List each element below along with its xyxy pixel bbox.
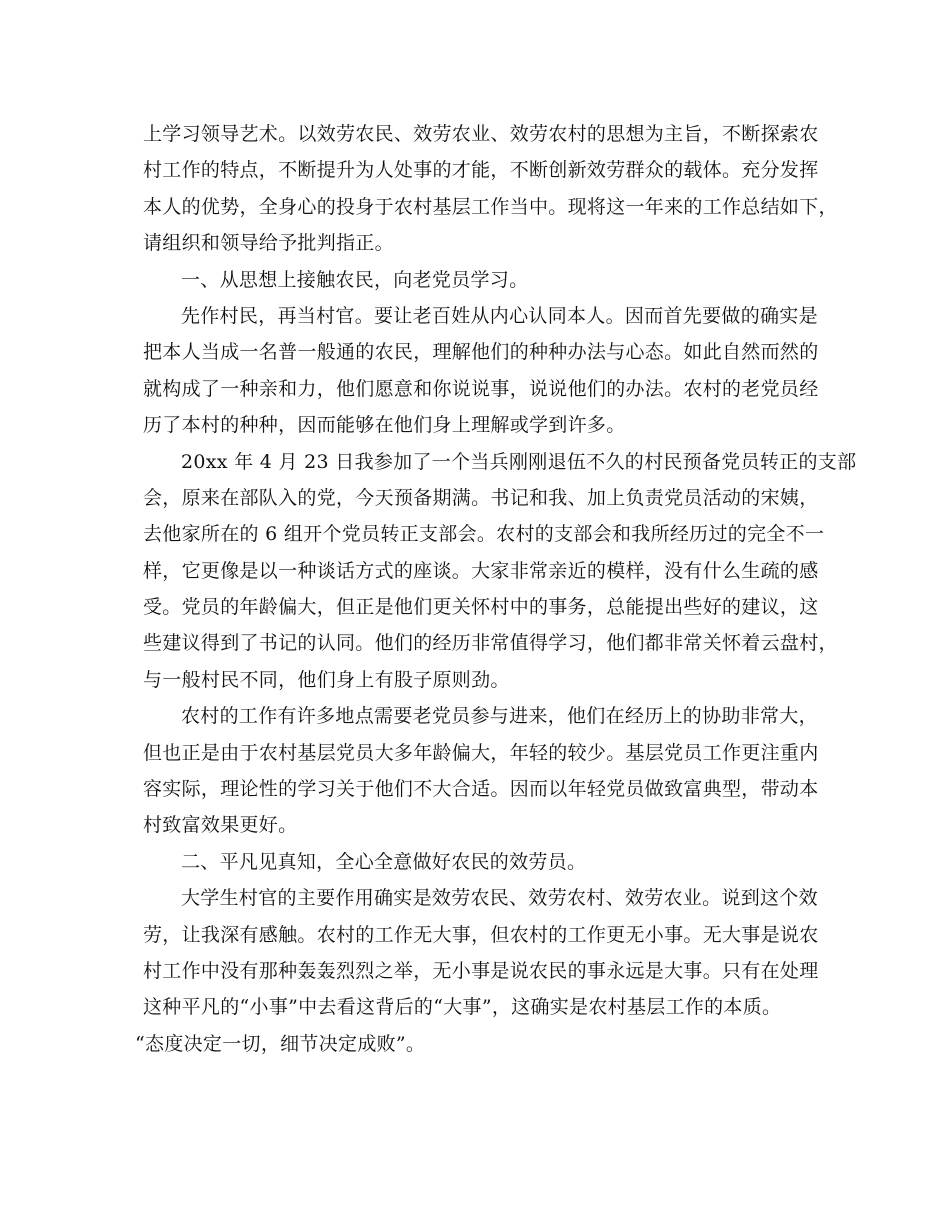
paragraph-first-line: 农村的工作有许多地点需要老党员参与进来，他们在经历上的协助非常大， xyxy=(181,705,818,728)
paragraph-line: 些建议得到了书记的认同。他们的经历非常值得学习，他们都非常关怀着云盘村， xyxy=(143,632,838,655)
paragraph-first-line: 二、平凡见真知，全心全意做好农民的效劳员。 xyxy=(181,850,587,873)
paragraph-line: 会，原来在部队入的党，今天预备期满。书记和我、加上负责党员活动的宋姨， xyxy=(143,486,819,509)
paragraph-line: 本人的优势，全身心的投身于农村基层工作当中。现将这一年来的工作总结如下， xyxy=(143,195,838,218)
paragraph-line: 受。党员的年龄偏大，但正是他们更关怀村中的事务，总能提出些好的建议，这 xyxy=(143,596,819,619)
paragraph-line: 上学习领导艺术。以效劳农民、效劳农业、效劳农村的思想为主旨，不断探索农 xyxy=(143,123,819,145)
paragraph-first-line: 20xx 年 4 月 23 日我参加了一个当兵刚刚退伍不久的村民预备党员转正的支部 xyxy=(181,450,857,473)
paragraph-line: 样，它更像是以一种谈话方式的座谈。大家非常亲近的模样，没有什么生疏的感 xyxy=(143,559,819,582)
paragraph-line: 去他家所在的 6 组开个党员转正支部会。农村的支部会和我所经历过的完全不一 xyxy=(143,523,825,546)
paragraph-line: 历了本村的种种，因而能够在他们身上理解或学到许多。 xyxy=(143,414,626,437)
paragraph-line: 把本人当成一名普一般通的农民，理解他们的种种办法与心态。如此自然而然的 xyxy=(143,341,819,364)
document-body xyxy=(135,116,857,1062)
paragraph-first-line: 大学生村官的主要作用确实是效劳农民、效劳农村、效劳农业。说到这个效 xyxy=(181,887,818,910)
paragraph-line: 但也正是由于农村基层党员大多年龄偏大，年轻的较少。基层党员工作更注重内 xyxy=(143,741,819,764)
paragraph-line: 村致富效果更好。 xyxy=(143,814,298,837)
paragraph-first-line: 一、从思想上接触农民，向老党员学习。 xyxy=(181,268,529,291)
paragraph-first-line: 先作村民，再当村官。要让老百姓从内心认同本人。因而首先要做的确实是 xyxy=(181,304,818,327)
paragraph-line: 就构成了一种亲和力，他们愿意和你说说事，说说他们的办法。农村的老党员经 xyxy=(143,377,819,400)
paragraph-line: 村工作的特点，不断提升为人处事的才能，不断创新效劳群众的载体。充分发挥 xyxy=(143,159,819,182)
paragraph-line: 与一般村民不同，他们身上有股子原则劲。 xyxy=(143,668,510,691)
paragraph-line: 请组织和领导给予批判指正。 xyxy=(143,232,394,255)
paragraph-line: “态度决定一切，细节决定成败”。 xyxy=(135,1032,426,1055)
paragraph-line: 容实际，理论性的学习关于他们不大合适。因而以年轻党员做致富典型，带动本 xyxy=(143,778,819,801)
paragraph-line: 村工作中没有那种轰轰烈烈之举，无小事是说农民的事永远是大事。只有在处理 xyxy=(143,959,819,982)
paragraph-line: 劳，让我深有感触。农村的工作无大事，但农村的工作更无小事。无大事是说农 xyxy=(143,923,819,946)
paragraph-line: 这种平凡的“小事”中去看这背后的“大事”，这确实是农村基层工作的本质。 xyxy=(143,996,782,1019)
